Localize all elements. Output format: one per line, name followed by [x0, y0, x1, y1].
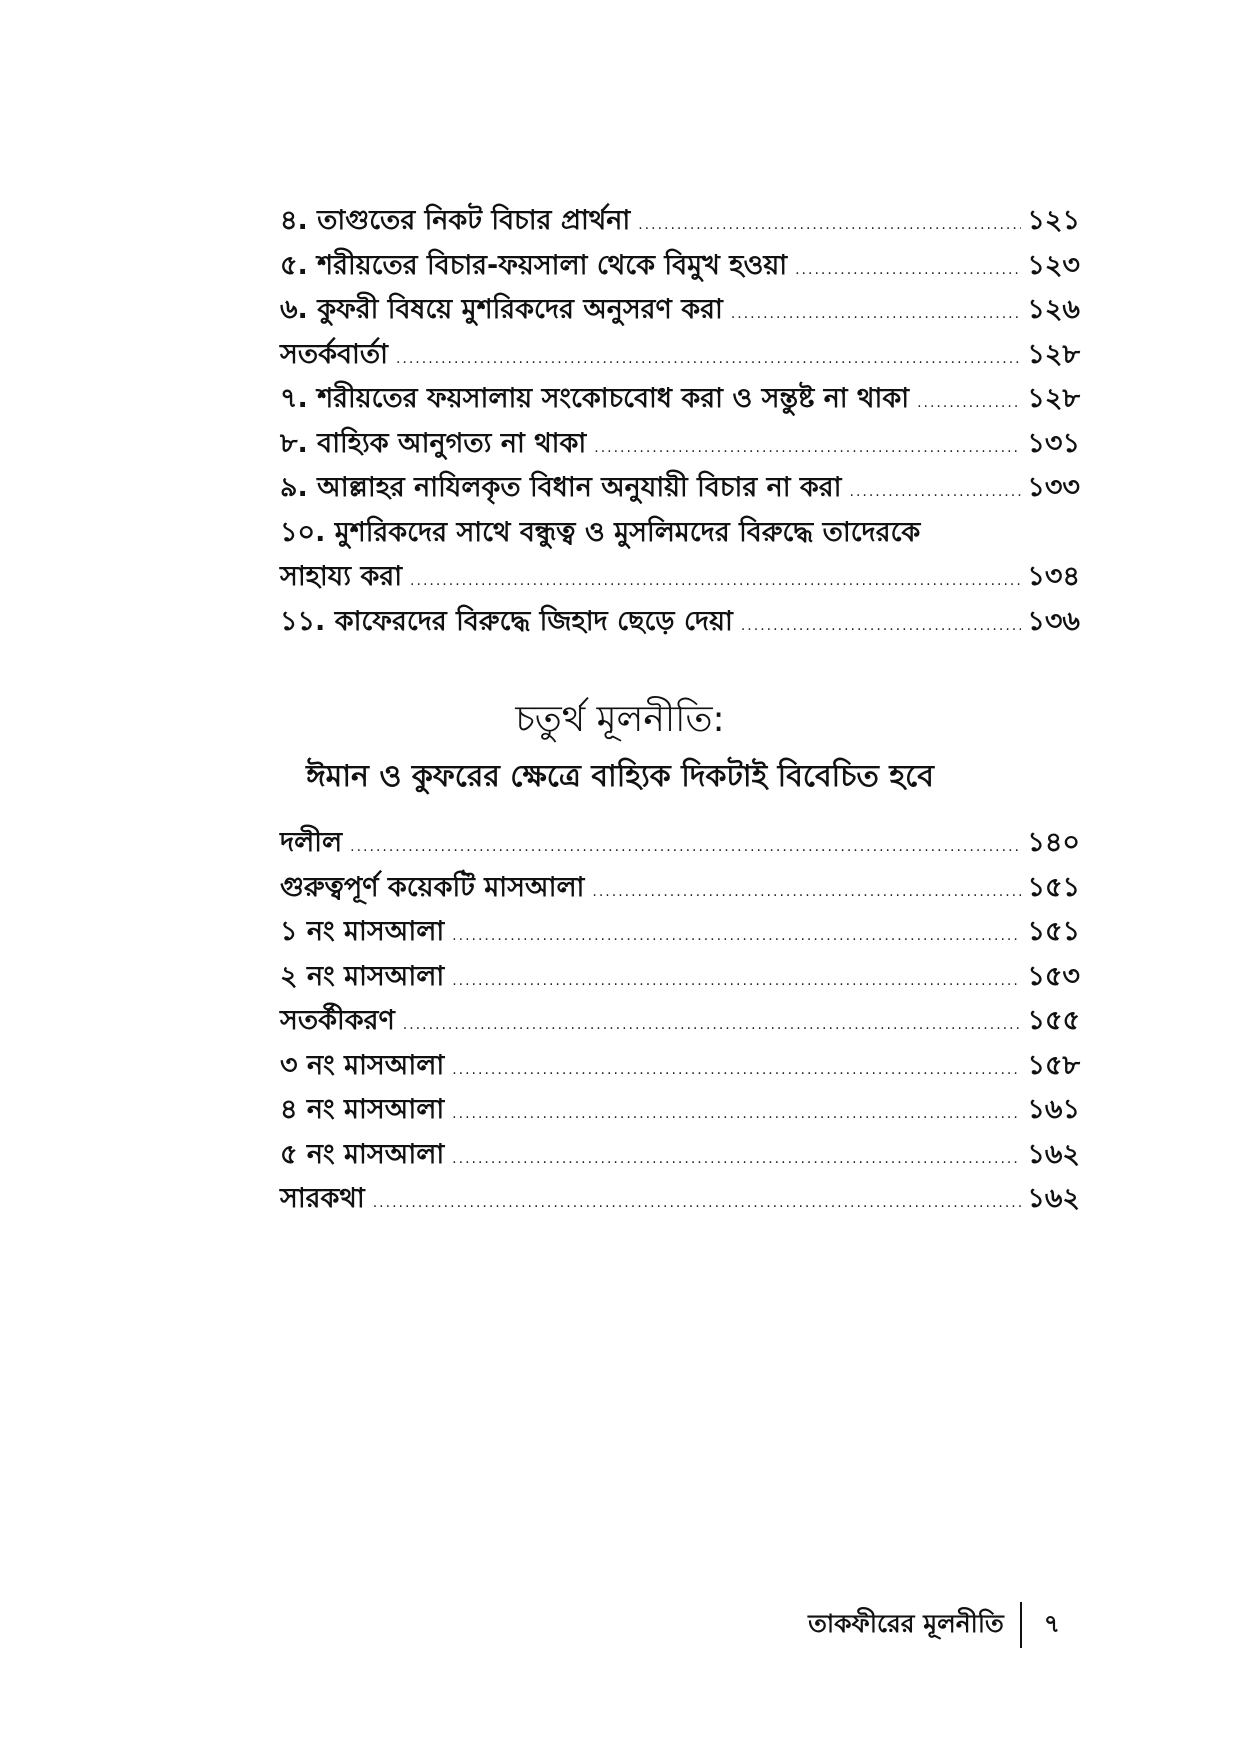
- toc-entry-page: ১৬২: [1027, 1183, 1080, 1214]
- toc-entry-label: ৯. আল্লাহর নাযিলকৃত বিধান অনুযায়ী বিচার না করা: [280, 472, 842, 503]
- toc-entry-continued: [280, 512, 1080, 557]
- toc-entry: [280, 378, 1080, 423]
- page-footer: [760, 1600, 1060, 1650]
- toc-entry-page: ১২৬: [1027, 294, 1080, 325]
- dot-leader: [594, 440, 1021, 456]
- toc-entry-page: ১৬১: [1027, 1094, 1080, 1125]
- toc-entry-label: গুরুত্বপূর্ণ কয়েকটি মাসআলা: [280, 871, 585, 903]
- dot-leader: [741, 618, 1022, 634]
- toc-entry-page: ১৫৩: [1027, 960, 1080, 992]
- toc-entry-label: ১ নং মাসআলা: [280, 916, 445, 947]
- toc-entry: [280, 334, 1080, 379]
- toc-entry: [280, 956, 1080, 1001]
- toc-entry: [280, 867, 1080, 912]
- toc-list-part1: [280, 200, 1080, 645]
- toc-entry-page: ১৬২: [1027, 1138, 1080, 1170]
- toc-entry-label: সাহায্য করা: [280, 561, 403, 592]
- toc-entry: [280, 1000, 1080, 1045]
- dot-leader: [795, 262, 1021, 278]
- toc-entry-label: ৫. শরীয়তের বিচার-ফয়সালা থেকে বিমুখ হওয়া: [280, 249, 788, 281]
- running-book-title: তাকফীরের মূলনীতি: [808, 1608, 1004, 1638]
- toc-entry: [280, 245, 1080, 290]
- dot-leader: [452, 973, 1021, 989]
- toc-entry-label: সতর্কীকরণ: [280, 1005, 395, 1036]
- toc-entry-page: ১৩৪: [1027, 561, 1080, 592]
- dot-leader: [850, 484, 1022, 500]
- dot-leader: [452, 928, 1021, 944]
- toc-entry-page: ১৪০: [1027, 827, 1080, 858]
- toc-entry-label: ৮. বাহ্যিক আনুগত্য না থাকা: [280, 427, 587, 459]
- toc-entry: [280, 911, 1080, 956]
- toc-entry-label: ৬. কুফরী বিষয়ে মুশরিকদের অনুসরণ করা: [280, 294, 723, 325]
- toc-entry-page: ১৩৬: [1027, 605, 1080, 637]
- toc-entry-label: ১১. কাফেরদের বিরুদ্ধে জিহাদ ছেড়ে দেয়া: [280, 605, 733, 637]
- dot-leader: [350, 839, 1021, 855]
- toc-entry-page: ১২৮: [1027, 383, 1080, 414]
- dot-leader: [638, 217, 1021, 233]
- dot-leader: [373, 1195, 1022, 1211]
- dot-leader: [917, 395, 1021, 411]
- toc-entry-label: ৪ নং মাসআলা: [280, 1094, 445, 1125]
- toc-entry-page: ১৫১: [1027, 916, 1080, 947]
- toc-entry: [280, 467, 1080, 512]
- toc-entry-label: সতর্কবার্তা: [280, 338, 388, 370]
- toc-entry-label: ৩ নং মাসআলা: [280, 1049, 445, 1081]
- toc-entry: [280, 1089, 1080, 1134]
- dot-leader: [452, 1062, 1021, 1078]
- toc-entry-label: ৫ নং মাসআলা: [280, 1138, 445, 1170]
- toc-entry: [280, 1178, 1080, 1223]
- dot-leader: [410, 573, 1021, 589]
- page-number: ৭: [1043, 1608, 1060, 1638]
- toc-entry: [280, 289, 1080, 334]
- toc-entry-page: ১২১: [1027, 205, 1080, 236]
- toc-entry-page: ১৩১: [1027, 427, 1080, 459]
- toc-entry-page: ১৫৫: [1027, 1005, 1080, 1036]
- toc-entry-label: ৪. তাগুতের নিকট বিচার প্রার্থনা: [280, 205, 631, 236]
- toc-entry-page: ১২৮: [1027, 338, 1080, 370]
- dot-leader: [592, 884, 1021, 900]
- toc-entry-page: ১৩৩: [1027, 472, 1080, 503]
- toc-list-part2: [280, 822, 1080, 1223]
- dot-leader: [452, 1151, 1021, 1167]
- section-subtitle: ঈমান ও কুফরের ক্ষেত্রে বাহ্যিক দিকটাই বিবেচিত হবে: [306, 759, 934, 794]
- dot-leader: [452, 1106, 1021, 1122]
- toc-entry: [280, 423, 1080, 468]
- toc-entry: [280, 556, 1080, 601]
- toc-entry-label: সারকথা: [280, 1183, 365, 1214]
- toc-entry-label: দলীল: [280, 827, 343, 858]
- toc-entry-page: ১৫৮: [1027, 1049, 1080, 1081]
- toc-entry: [280, 822, 1080, 867]
- toc-entry-label: ২ নং মাসআলা: [280, 960, 445, 992]
- section-title: চতুর্থ মূলনীতি:: [515, 699, 725, 740]
- toc-entry-page: ১২৩: [1027, 249, 1080, 281]
- toc-entry-label: ১০. মুশরিকদের সাথে বন্ধুত্ব ও মুসলিমদের বিরুদ্ধে তাদেরকে: [280, 516, 921, 548]
- toc-entry: [280, 200, 1080, 245]
- toc-entry: [280, 601, 1080, 646]
- dot-leader: [403, 1017, 1022, 1033]
- toc-entry-page: ১৫১: [1027, 871, 1080, 903]
- toc-entry: [280, 1134, 1080, 1179]
- dot-leader: [731, 306, 1022, 322]
- toc-entry: [280, 1045, 1080, 1090]
- toc-entry-label: ৭. শরীয়তের ফয়সালায় সংকোচবোধ করা ও সন্তুষ্ট না থাকা: [280, 383, 910, 414]
- dot-leader: [396, 351, 1021, 367]
